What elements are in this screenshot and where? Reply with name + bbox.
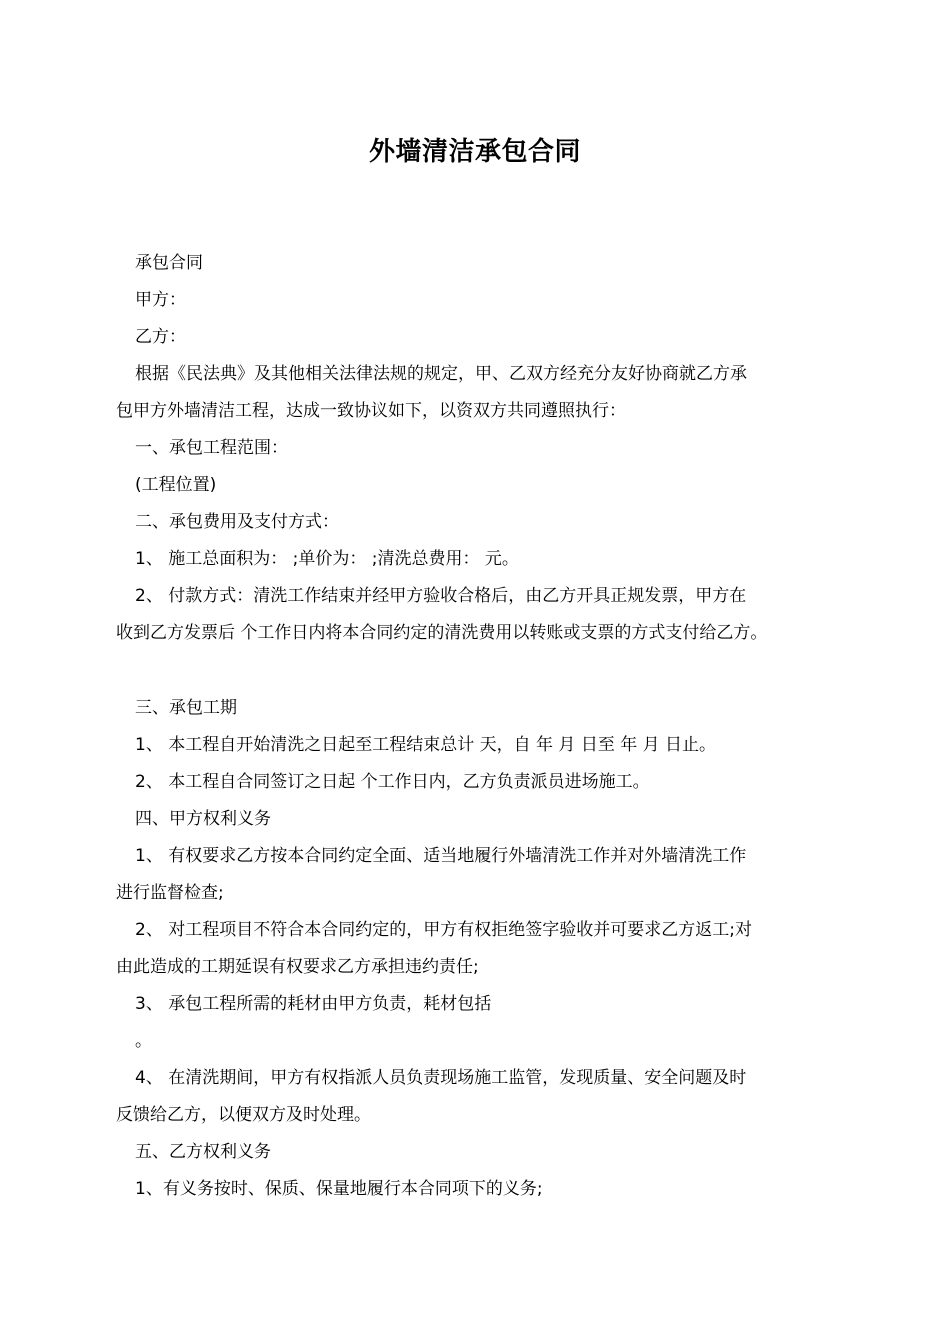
paragraph-line: 1、有义务按时、保质、保量地履行本合同项下的义务; xyxy=(135,1179,543,1199)
document-title: 外墙清洁承包合同 xyxy=(368,137,581,167)
paragraph-line: 2、 付款方式：清洗工作结束并经甲方验收合格后，由乙方开具正规发票，甲方在 xyxy=(135,586,747,606)
paragraph-line: 二、承包费用及支付方式： xyxy=(135,512,339,532)
paragraph-line: 乙方： xyxy=(135,327,186,347)
paragraph-line: 收到乙方发票后 个工作日内将本合同约定的清洗费用以转账或支票的方式支付给乙方。 xyxy=(116,623,768,643)
paragraph-heading xyxy=(116,245,850,282)
clause-paragraph xyxy=(116,986,850,1060)
paragraph-line: 三、承包工期 xyxy=(135,698,237,718)
clause-paragraph xyxy=(116,578,850,652)
party-b-line xyxy=(116,319,850,356)
paragraph-line: 1、 有权要求乙方按本合同约定全面、适当地履行外墙清洗工作并对外墙清洗工作 xyxy=(135,846,747,866)
paragraph-line: 一、承包工程范围： xyxy=(135,438,288,458)
section-heading xyxy=(116,504,850,541)
paragraph-line: 四、甲方权利义务 xyxy=(135,809,271,829)
paragraph-line: 五、乙方权利义务 xyxy=(135,1142,271,1162)
paragraph-line: 2、 对工程项目不符合本合同约定的，甲方有权拒绝签字验收并可要求乙方返工;对 xyxy=(135,920,752,940)
clause-paragraph xyxy=(116,764,850,801)
paragraph-line: 进行监督检查; xyxy=(116,883,224,903)
paragraph-line: 1、 施工总面积为： ;单价为： ;清洗总费用： 元。 xyxy=(135,549,519,569)
paragraph-line: 3、 承包工程所需的耗材由甲方负责，耗材包括 xyxy=(135,994,492,1014)
paragraph-line: 根据《民法典》及其他相关法律法规的规定，甲、乙双方经充分友好协商就乙方承 xyxy=(135,364,747,384)
paragraph-line: 4、 在清洗期间，甲方有权指派人员负责现场施工监管，发现质量、安全问题及时 xyxy=(135,1068,747,1088)
paragraph-line: 。 xyxy=(135,1031,152,1051)
section-heading xyxy=(116,801,850,838)
section-heading xyxy=(116,1134,850,1171)
section-heading xyxy=(116,690,850,727)
clause-paragraph xyxy=(116,912,850,986)
paragraph-line: 反馈给乙方，以便双方及时处理。 xyxy=(116,1105,371,1125)
clause-paragraph xyxy=(116,541,850,578)
paragraph-line: 包甲方外墙清洁工程，达成一致协议如下，以资双方共同遵照执行： xyxy=(116,401,626,421)
paragraph-line: (工程位置) xyxy=(135,475,217,495)
clause-paragraph xyxy=(116,1171,850,1208)
paragraph-line: 由此造成的工期延误有权要求乙方承担违约责任; xyxy=(116,957,479,977)
paragraph-line: 甲方： xyxy=(135,290,186,310)
party-a-line xyxy=(116,282,850,319)
paragraph-line: 1、 本工程自开始清洗之日起至工程结束总计 天，自 年 月 日至 年 月 日止。 xyxy=(135,735,717,755)
paragraph-line: 2、 本工程自合同签订之日起 个工作日内，乙方负责派员进场施工。 xyxy=(135,772,650,792)
paragraph-line: 承包合同 xyxy=(135,253,203,273)
clause-paragraph xyxy=(116,1060,850,1134)
preamble-paragraph xyxy=(116,356,850,430)
paragraph-text xyxy=(116,467,850,504)
section-heading xyxy=(116,430,850,467)
clause-paragraph xyxy=(116,727,850,764)
clause-paragraph xyxy=(116,838,850,912)
